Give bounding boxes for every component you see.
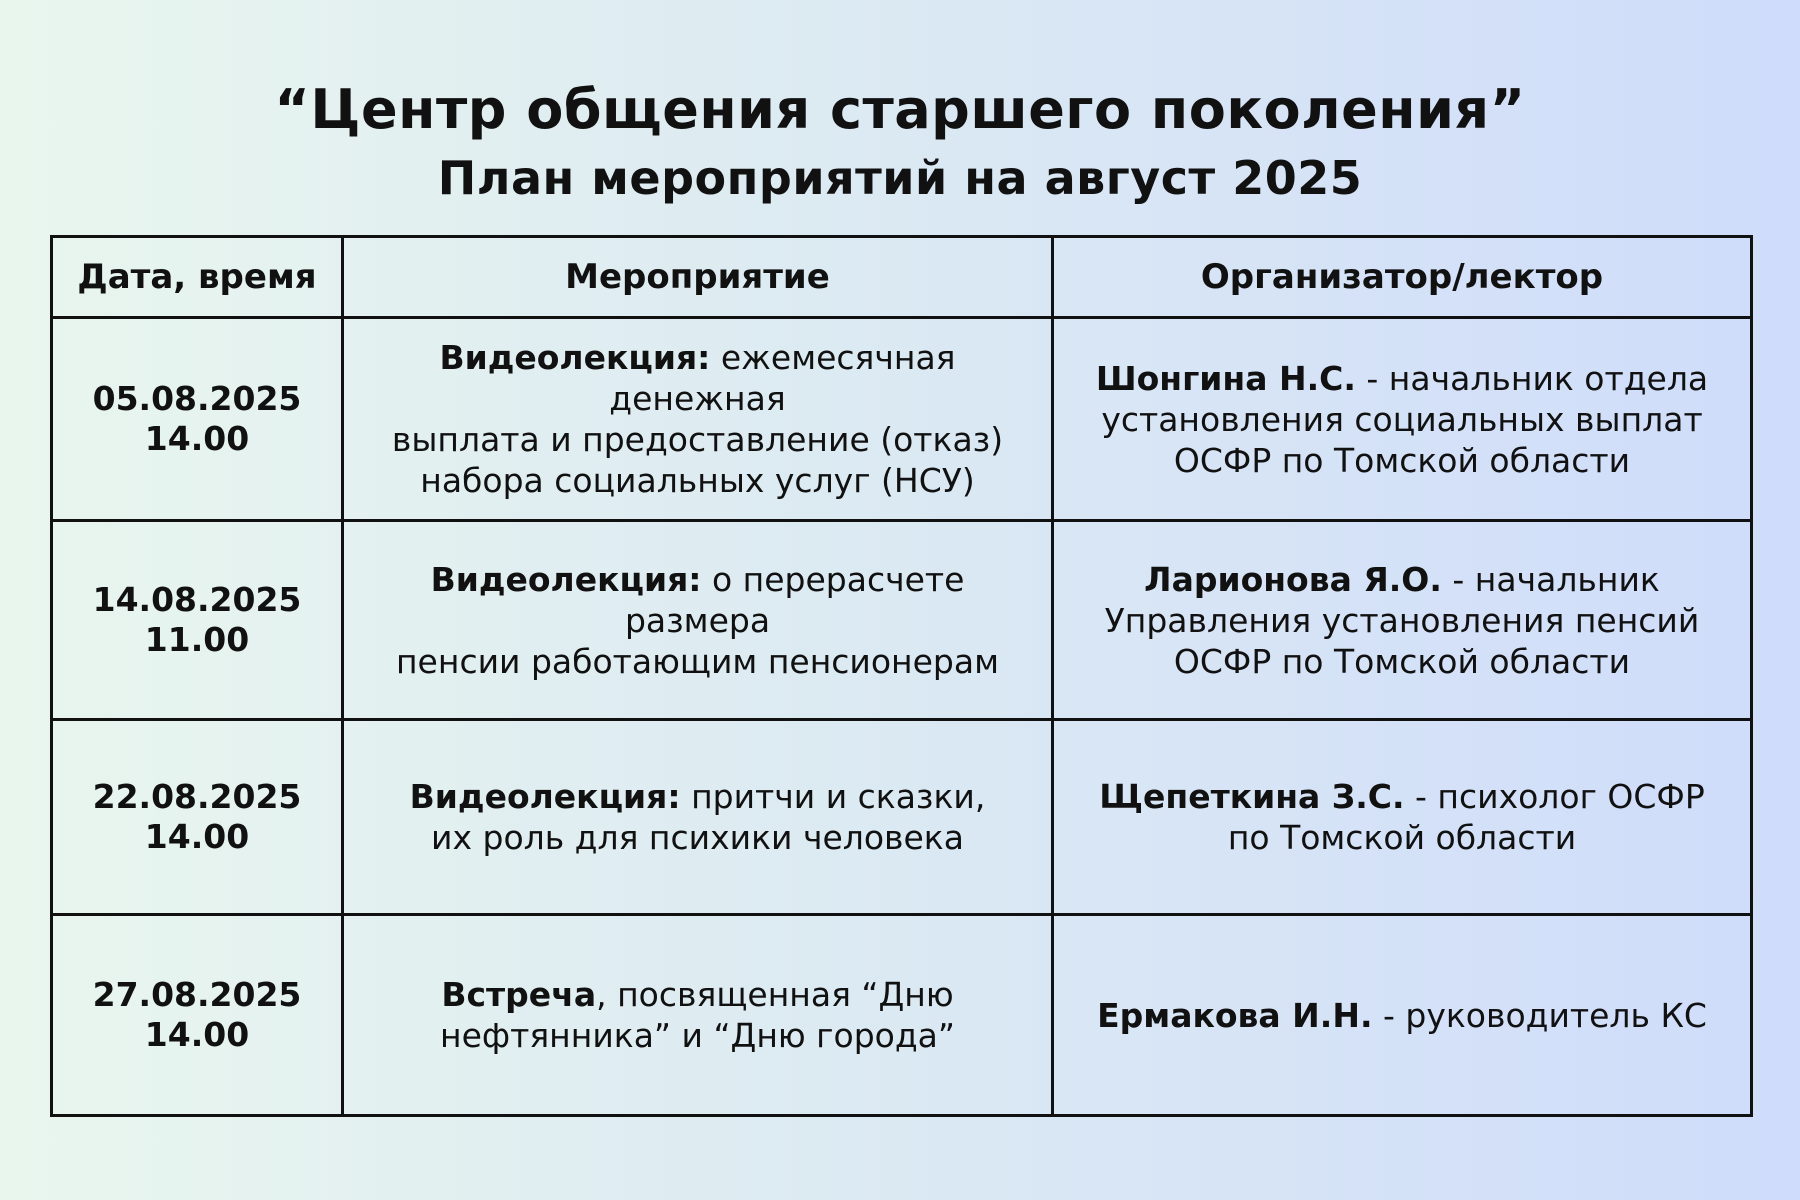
table-row: [52, 521, 1752, 720]
event-text: ежемесячная денежная: [609, 338, 956, 418]
event-date: 14.08.2025: [92, 580, 302, 619]
event-cell: [343, 521, 1053, 720]
event-time: 11.00: [144, 620, 250, 659]
event-line: нефтянника” и “Дню города”: [440, 1016, 955, 1055]
organizer-line: ОСФР по Томской области: [1173, 641, 1631, 681]
event-text: о перерасчете размера: [624, 559, 965, 640]
event-line: [354, 974, 1041, 1015]
event-type: Встреча: [441, 975, 597, 1014]
event-time: 14.00: [144, 1015, 250, 1054]
organizer-role: - начальник: [1452, 559, 1660, 599]
event-line: [354, 559, 1041, 641]
page-title: “Центр общения старшего поколения”: [274, 78, 1526, 141]
event-time: 14.00: [144, 817, 250, 856]
event-type: Видеолекция:: [430, 559, 702, 599]
organizer-name: Шонгина Н.С.: [1095, 358, 1356, 398]
organizer-name: Ларионова Я.О.: [1144, 559, 1442, 599]
organizer-name: Ермакова И.Н.: [1097, 995, 1373, 1035]
page-subtitle: План мероприятий на август 2025: [437, 151, 1363, 205]
event-line: [354, 776, 1041, 817]
organizer-role: - начальник отдела: [1366, 358, 1709, 398]
date-cell: [52, 521, 343, 720]
table-row: [52, 720, 1752, 915]
organizer-cell: [1053, 318, 1752, 521]
event-cell: [343, 318, 1053, 521]
event-line: выплата и предоставление (отказ): [391, 420, 1004, 459]
organizer-line: [1064, 995, 1740, 1036]
column-header-event: Мероприятие: [343, 237, 1053, 318]
event-cell: [343, 720, 1053, 915]
events-table: [50, 235, 1753, 1117]
organizer-line: [1064, 358, 1740, 399]
organizer-line: ОСФР по Томской области: [1173, 440, 1631, 480]
date-cell: [52, 915, 343, 1116]
event-cell: [343, 915, 1053, 1116]
event-text: , посвященная “Дню: [596, 975, 954, 1014]
organizer-role: - психолог ОСФР: [1415, 777, 1705, 816]
organizer-line: Управления установления пенсий: [1104, 600, 1700, 640]
event-type: Видеолекция:: [409, 777, 681, 816]
event-date: 27.08.2025: [92, 975, 302, 1014]
table-header-row: [52, 237, 1752, 318]
column-header-date: Дата, время: [52, 237, 343, 318]
organizer-cell: [1053, 915, 1752, 1116]
organizer-name: Щепеткина З.С.: [1099, 777, 1405, 816]
event-time: 14.00: [144, 419, 250, 458]
organizer-line: по Томской области: [1227, 818, 1577, 857]
organizer-cell: [1053, 720, 1752, 915]
organizer-role: - руководитель КС: [1383, 995, 1707, 1035]
event-line: пенсии работающим пенсионерам: [395, 641, 999, 681]
event-date: 05.08.2025: [92, 379, 302, 418]
date-cell: [52, 720, 343, 915]
organizer-line: установления социальных выплат: [1101, 399, 1703, 439]
event-line: набора социальных услуг (НСУ): [420, 461, 975, 500]
event-text: притчи и сказки,: [691, 777, 986, 816]
event-line: их роль для психики человека: [431, 818, 964, 857]
date-cell: [52, 318, 343, 521]
event-type: Видеолекция:: [439, 338, 711, 377]
organizer-line: [1064, 776, 1740, 817]
table-row: [52, 915, 1752, 1116]
organizer-line: [1064, 559, 1740, 600]
page-header: [0, 72, 1800, 208]
column-header-organizer: Организатор/лектор: [1053, 237, 1752, 318]
event-date: 22.08.2025: [92, 777, 302, 816]
table-row: [52, 318, 1752, 521]
event-line: [354, 337, 1041, 419]
organizer-cell: [1053, 521, 1752, 720]
